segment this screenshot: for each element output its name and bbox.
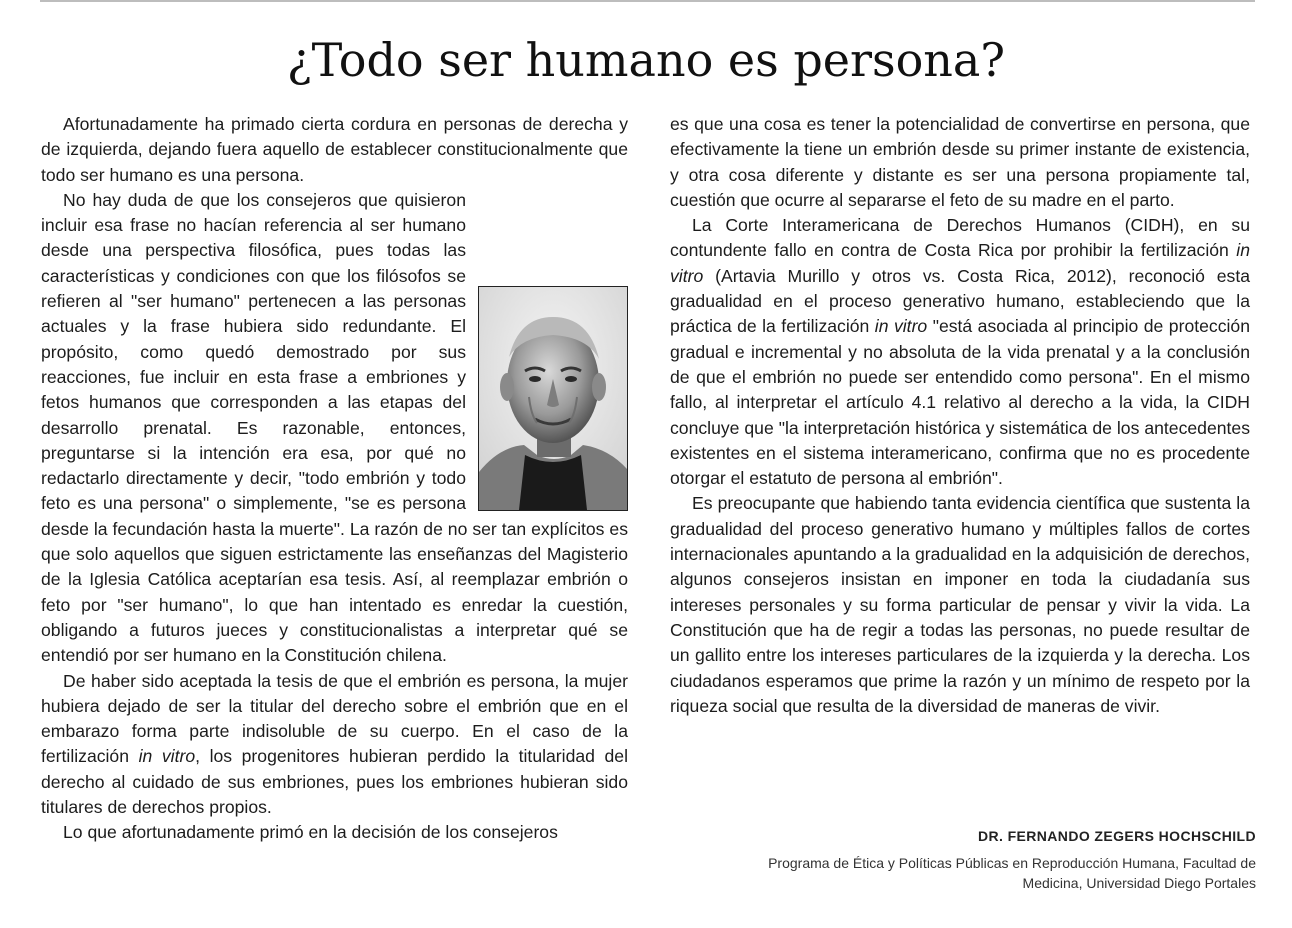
author-affiliation (700, 853, 1256, 893)
paragraph-4: Lo que afortunadamente primó en la decisión de los consejeros (63, 822, 558, 843)
paragraph-3-italic: in vitro (138, 746, 196, 767)
author-photo (478, 286, 628, 511)
paragraph-3 (41, 669, 628, 821)
author-name: DR. FERNANDO ZEGERS HOCHSCHILD (977, 828, 1256, 844)
paragraph-5-italic-1: in vitro (670, 240, 1250, 286)
paragraph-4-continued: es que una cosa es tener la potencialidad de convertirse en persona, que efectivamente la tiene un embrión desde su primer instante de existencia, y otra cosa diferente y distante es ser una persona propiamente tal, cuestión que ocurre al separarse el feto de su madre en el parto. (670, 114, 1250, 210)
left-column (41, 112, 628, 846)
paragraph-2: No hay duda de que los consejeros que quisieron incluir esa frase no hacían referencia al ser humano desde una perspectiva filosófica, pues todas las características y condiciones con que los filósofos se refieren al "ser humano" pertenecen a las personas actuales y la frase hubiera sido redundante. El propósito, como quedó demostrado por sus reacciones, fue incluir en esta frase a embriones y fetos humanos que corresponden a las etapas del desarrollo prenatal. Es razonable, entonces, preguntarse si la intención era esa, por qué no redactarlo directamente y decir, "todo embrión y todo feto es una persona" o simplemente, "se es persona desde la fecundación hasta la muerte". La razón de no ser tan explícitos es que solo aquellos que siguen estrictamente las enseñanzas del Magisterio de la Iglesia Católica aceptarían esa tesis. Así, al reemplazar embrión o feto por "ser humano", lo que han intentado es enredar la cuestión, obligando a futuros jueces y constitucionalistas a interpretar qué se entendió por ser humano en la Constitución chilena. (41, 189, 628, 666)
paragraph-5 (670, 213, 1250, 491)
paragraph-5-text-b: (Artavia Murillo y otros vs. Costa Rica, 2012), reconoció esta gradualidad en el proceso generativo humano, estableciendo que la práctica de la fertilización (670, 265, 1250, 337)
right-column (670, 112, 1250, 719)
top-rule (40, 0, 1255, 2)
paragraph-3-text-a: De haber sido aceptada la tesis de que el embrión es persona, la mujer hubiera dejado de ser la titular del derecho sobre el embrión que en el embarazo forma parte indisoluble de su cuerpo. En el caso de la fertilización (41, 670, 628, 767)
paragraph-1: Afortunadamente ha primado cierta cordura en personas de derecha y de izquierda, dejando fuera aquello de establecer constitucionalmente que todo ser humano es una persona. (41, 114, 628, 185)
paragraph-5-italic-2: in vitro (874, 316, 928, 337)
article-title: ¿Todo ser humano es persona? (286, 33, 1006, 87)
paragraph-6: Es preocupante que habiendo tanta evidencia científica que sustenta la gradualidad del proceso generativo humano y múltiples fallos de cortes internacionales apuntando a la gradualidad en la adquisición de derechos, algunos consejeros insistan en imponer en toda la ciudadanía sus intereses personales y su forma particular de pensar y vivir la vida. La Constitución que ha de regir a todas las personas, no puede resultar de un gallito entre los intereses particulares de la izquierda y la derecha. Los ciudadanos esperamos que prime la razón y un mínimo de respeto por la riqueza social que resulta de la diversidad de maneras de vivir. (670, 493, 1250, 716)
paragraph-3-text-b: , los progenitores hubieran perdido la titularidad del derecho al cuidado de sus embriones, pues los embriones hubieran sido titulares de derechos propios. (41, 746, 628, 818)
paragraph-5-text-c: "está asociada al principio de protección gradual e incremental y no absoluta de la vida prenatal y a la conclusión de que el embrión no puede ser entendido como persona". En el mismo fallo, al interpretar el artículo 4.1 relativo al derecho a la vida, la CIDH concluye que "la interpretación histórica y sistemática de los antecedentes existentes en el sistema interamericano, confirma que no es procedente otorgar el estatuto de persona al embrión". (670, 316, 1250, 489)
affiliation-line-2: Medicina, Universidad Diego Portales (1022, 875, 1256, 891)
paragraph-5-text-a: La Corte Interamericana de Derechos Humanos (CIDH), en su contundente fallo en contra de Costa Rica por prohibir la fertilización (670, 215, 1250, 261)
affiliation-line-1: Programa de Ética y Políticas Públicas en Reproducción Humana, Facultad de (768, 855, 1256, 871)
